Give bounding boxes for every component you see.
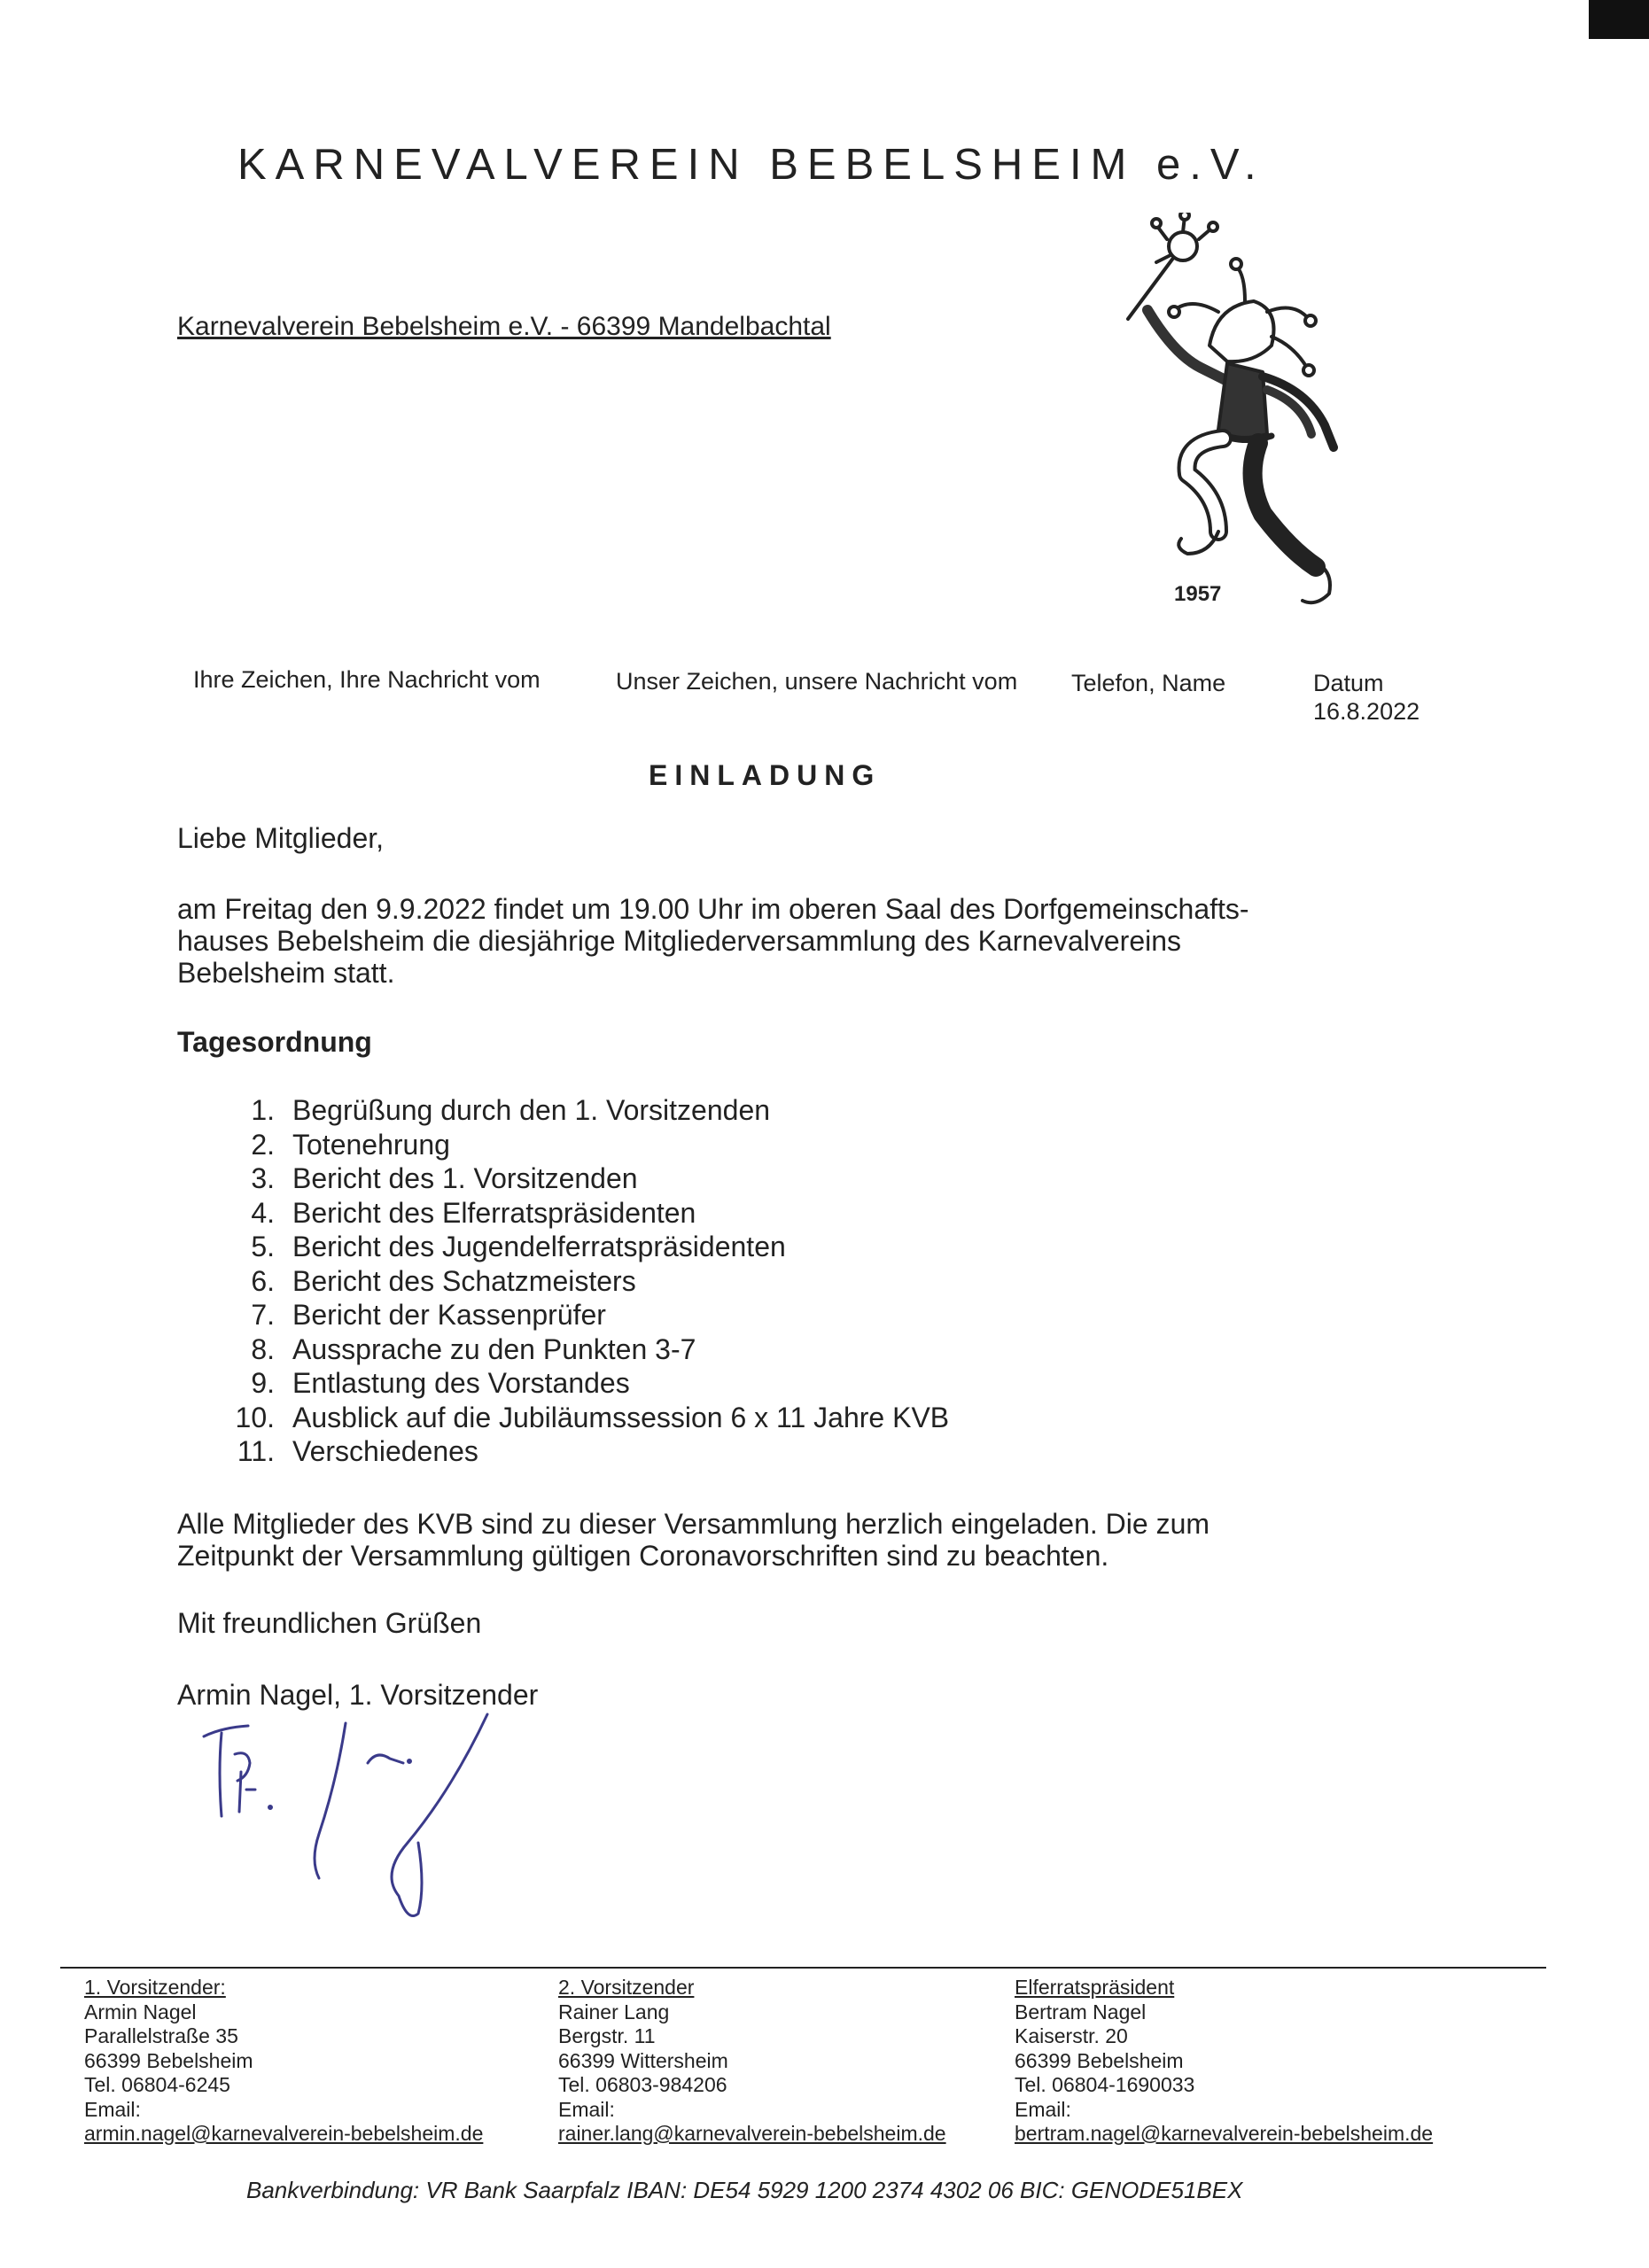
- contact-phone: Tel. 06804-6245: [84, 2073, 230, 2096]
- contact-phone: Tel. 06804-1690033: [1015, 2073, 1195, 2096]
- intro-line: am Freitag den 9.9.2022 findet um 19.00 Uhr im oberen Saal des Dorfgemeinschafts-: [177, 893, 1249, 925]
- footer-contact-chair: [84, 1976, 483, 2147]
- logo-year: 1957: [1174, 582, 1222, 606]
- jester-logo-icon: [1112, 213, 1360, 647]
- contact-city: 66399 Bebelsheim: [84, 2048, 253, 2072]
- contact-email-label: Email:: [1015, 2097, 1071, 2121]
- agenda-item: 10. Ausblick auf die Jubiläumssession 6 x 11 Jahre KVB: [235, 1401, 950, 1433]
- intro-paragraph: [177, 893, 1249, 989]
- agenda-item: 2. Totenehrung: [251, 1128, 450, 1161]
- contact-city: 66399 Bebelsheim: [1015, 2048, 1184, 2072]
- contact-email-link[interactable]: rainer.lang@karnevalverein-bebelsheim.de: [558, 2122, 946, 2145]
- date-label: Datum: [1313, 670, 1384, 696]
- club-title: KARNEVALVEREIN BEBELSHEIM e.V.: [237, 141, 1265, 189]
- closing-line: Alle Mitglieder des KVB sind zu dieser Versammlung herzlich eingeladen. Die zum: [177, 1508, 1210, 1540]
- date-value: 16.8.2022: [1313, 698, 1420, 725]
- closing-line: Zeitpunkt der Versammlung gültigen Coronavorschriften sind zu beachten.: [177, 1540, 1109, 1572]
- agenda-item: 5. Bericht des Jugendelferratspräsidenten: [251, 1231, 786, 1262]
- contact-name: Rainer Lang: [558, 2000, 670, 2023]
- agenda-list: [217, 1093, 949, 1469]
- our-reference-label: Unser Zeichen, unsere Nachricht vom: [616, 668, 1018, 695]
- contact-email-link[interactable]: bertram.nagel@karnevalverein-bebelsheim.de: [1015, 2122, 1434, 2145]
- footer-contact-council-president: [1015, 1976, 1433, 2147]
- your-reference-label: Ihre Zeichen, Ihre Nachricht vom: [193, 666, 541, 693]
- agenda-item: 6. Bericht des Schatzmeisters: [251, 1264, 636, 1297]
- agenda-item: 7. Bericht der Kassenprüfer: [251, 1299, 606, 1331]
- contact-email-label: Email:: [558, 2097, 615, 2121]
- footer-contact-vice-chair: [558, 1976, 946, 2147]
- contact-city: 66399 Wittersheim: [558, 2048, 728, 2072]
- contact-role: 1. Vorsitzender:: [84, 1976, 226, 1999]
- contact-street: Parallelstraße 35: [84, 2024, 238, 2047]
- agenda-item: 3. Bericht des 1. Vorsitzenden: [251, 1162, 638, 1194]
- contact-email-link[interactable]: armin.nagel@karnevalverein-bebelsheim.de: [84, 2122, 484, 2145]
- regards: Mit freundlichen Grüßen: [177, 1607, 482, 1639]
- intro-line: hauses Bebelsheim die diesjährige Mitgliederversammlung des Karnevalvereins: [177, 925, 1182, 957]
- agenda-item: 9. Entlastung des Vorstandes: [251, 1367, 630, 1399]
- signature-icon: [186, 1710, 532, 1931]
- bank-details: Bankverbindung: VR Bank Saarpfalz IBAN: DE54 5929 1200 2374 4302 06 BIC: GENODE51BEX: [246, 2177, 1243, 2203]
- contact-phone: Tel. 06803-984206: [558, 2073, 727, 2096]
- agenda-item: 8. Aussprache zu den Punkten 3-7: [251, 1332, 696, 1365]
- agenda-item: 4. Bericht des Elferratspräsidenten: [251, 1196, 696, 1229]
- phone-name-label: Telefon, Name: [1071, 670, 1226, 696]
- contact-name: Armin Nagel: [84, 2000, 197, 2023]
- salutation: Liebe Mitglieder,: [177, 822, 385, 854]
- footer-divider: [60, 1967, 1546, 1969]
- contact-name: Bertram Nagel: [1015, 2000, 1147, 2023]
- contact-role: 2. Vorsitzender: [558, 1976, 695, 1999]
- sender-address-line: Karnevalverein Bebelsheim e.V. - 66399 Mandelbachtal: [177, 312, 831, 341]
- contact-street: Bergstr. 11: [558, 2024, 656, 2047]
- contact-role: Elferratspräsident: [1015, 1976, 1175, 1999]
- contact-street: Kaiserstr. 20: [1015, 2024, 1128, 2047]
- letter-heading: EINLADUNG: [649, 759, 882, 791]
- agenda-item: 11. Verschiedenes: [237, 1435, 478, 1467]
- contact-email-label: Email:: [84, 2097, 141, 2121]
- closing-paragraph: [177, 1508, 1210, 1572]
- agenda-title: Tagesordnung: [177, 1026, 372, 1058]
- signatory: Armin Nagel, 1. Vorsitzender: [177, 1679, 539, 1711]
- intro-line: Bebelsheim statt.: [177, 957, 395, 989]
- scan-edge: [1589, 0, 1649, 39]
- agenda-item: 1. Begrüßung durch den 1. Vorsitzenden: [251, 1094, 771, 1126]
